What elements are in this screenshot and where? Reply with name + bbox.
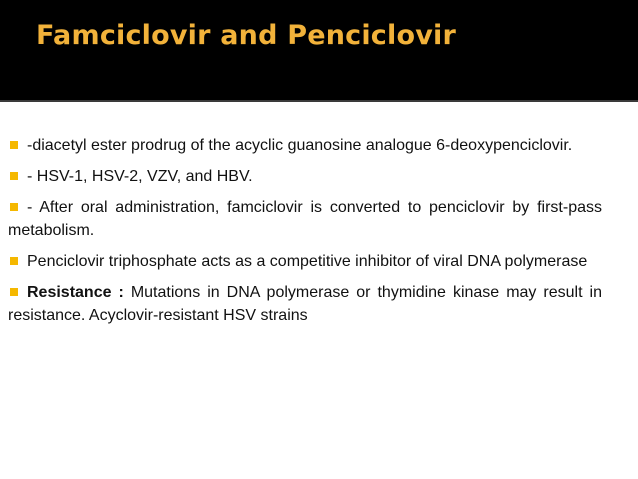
bullet-text: -diacetyl ester prodrug of the acyclic guanosine analogue 6-deoxypenciclovir.	[27, 137, 573, 154]
bullet-item	[8, 134, 602, 157]
bullet-text: Penciclovir triphosphate acts as a competitive inhibitor of viral DNA polymerase	[27, 253, 588, 270]
bullet-label: Resistance :	[27, 284, 124, 301]
bullet-item	[8, 250, 602, 273]
title-bar	[0, 0, 638, 102]
slide-title: Famciclovir and Penciclovir	[36, 20, 456, 51]
square-bullet-icon	[10, 141, 18, 149]
square-bullet-icon	[10, 172, 18, 180]
bullet-text: Mutations in DNA polymerase or thymidine kinase may result in resistance. Acyclovir-resistant HSV strains	[8, 284, 603, 324]
bullet-list	[8, 134, 602, 335]
bullet-text: - After oral administration, famciclovir is converted to penciclovir by first-pass metabolism.	[8, 199, 602, 239]
square-bullet-icon	[10, 257, 18, 265]
square-bullet-icon	[10, 203, 18, 211]
bullet-item	[8, 281, 602, 327]
bullet-item	[8, 196, 602, 242]
bullet-text: - HSV-1, HSV-2, VZV, and HBV.	[27, 168, 253, 185]
square-bullet-icon	[10, 288, 18, 296]
bullet-item	[8, 165, 602, 188]
